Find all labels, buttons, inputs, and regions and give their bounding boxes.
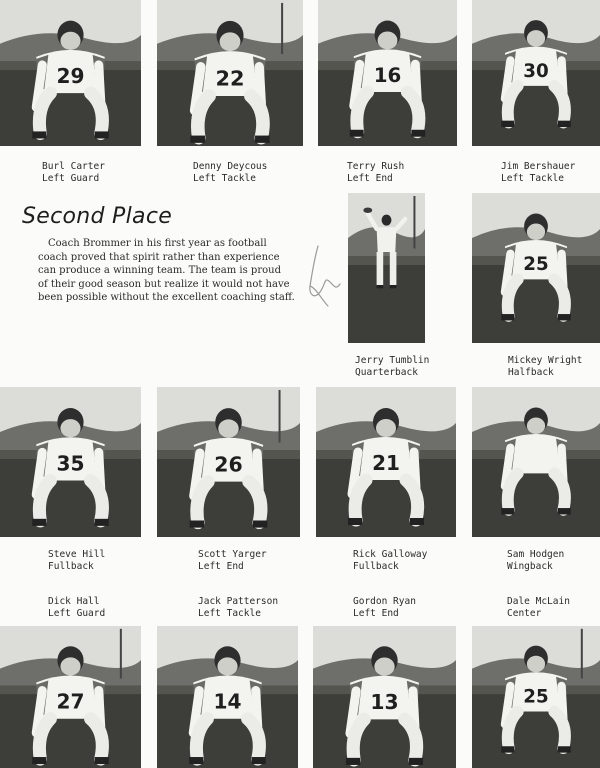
player-photo-mickey-wright — [472, 193, 600, 343]
handwritten-signature — [300, 240, 350, 312]
player-position: Center — [507, 608, 542, 619]
svg-text:29: 29 — [56, 64, 85, 89]
player-name: Mickey Wright — [508, 355, 583, 366]
svg-text:26: 26 — [214, 452, 243, 477]
svg-text:21: 21 — [372, 451, 400, 475]
photo-image — [316, 387, 456, 537]
caption-jerry-tumblin — [355, 355, 429, 379]
paragraph-line: been possible without the excellent coaching staff. — [38, 292, 295, 303]
photo-image — [0, 387, 141, 537]
photo-image — [157, 0, 303, 146]
caption-scott-yarger — [198, 549, 267, 573]
player-name: Sam Hodgen — [507, 549, 565, 560]
player-photo-jack-patterson — [157, 626, 298, 768]
svg-text:25: 25 — [523, 686, 549, 708]
player-position: Wingback — [507, 561, 553, 572]
photo-image — [0, 626, 141, 768]
player-photo-sam-hodgen — [472, 387, 600, 537]
player-name: Steve Hill — [48, 549, 106, 560]
player-position: Quarterback — [355, 367, 418, 378]
player-position: Left Tackle — [193, 173, 256, 184]
player-photo-steve-hill — [0, 387, 141, 537]
caption-steve-hill — [48, 549, 105, 573]
photo-image — [472, 0, 600, 146]
svg-text:35: 35 — [56, 451, 85, 476]
svg-text:16: 16 — [373, 64, 402, 88]
player-name: Terry Rush — [347, 161, 405, 172]
player-name: Dick Hall — [48, 596, 100, 607]
caption-dale-mclain — [507, 596, 570, 620]
caption-jim-bershauer — [501, 161, 575, 185]
caption-terry-rush — [347, 161, 404, 185]
player-name: Dale McLain — [507, 596, 570, 607]
player-photo-burl-carter — [0, 0, 141, 146]
caption-burl-carter — [42, 161, 105, 185]
player-photo-gordon-ryan — [313, 626, 456, 768]
player-photo-dale-mclain — [472, 626, 600, 768]
photo-image — [472, 387, 600, 537]
player-name: Gordon Ryan — [353, 596, 416, 607]
photo-image — [313, 626, 456, 768]
player-position: Halfback — [508, 367, 554, 378]
player-photo-jim-bershauer — [472, 0, 600, 146]
player-photo-dick-hall — [0, 626, 141, 768]
photo-image — [348, 193, 425, 343]
paragraph-line: can produce a winning team. The team is proud — [38, 265, 281, 276]
section-paragraph — [38, 237, 295, 305]
caption-denny-deycous — [193, 161, 267, 185]
caption-jack-patterson — [198, 596, 278, 620]
photo-image — [318, 0, 457, 146]
player-photo-scott-yarger — [157, 387, 300, 537]
player-position: Left End — [353, 608, 399, 619]
player-photo-terry-rush — [318, 0, 457, 146]
player-position: Left Guard — [42, 173, 100, 184]
player-name: Denny Deycous — [193, 161, 268, 172]
paragraph-line: of their good season but realize it would not have — [38, 278, 290, 290]
paragraph-line: coach proved that spirit rather than experience — [38, 251, 280, 263]
svg-text:27: 27 — [56, 689, 85, 714]
svg-text:14: 14 — [213, 689, 242, 714]
player-photo-jerry-tumblin — [348, 193, 425, 343]
player-name: Jerry Tumblin — [355, 355, 430, 366]
caption-gordon-ryan — [353, 596, 416, 620]
svg-text:22: 22 — [215, 66, 245, 91]
player-name: Jim Bershauer — [501, 161, 576, 172]
player-position: Left Guard — [48, 608, 106, 619]
caption-dick-hall — [48, 596, 105, 620]
player-position: Left End — [198, 561, 244, 572]
photo-image — [157, 626, 298, 768]
player-photo-rick-galloway — [316, 387, 456, 537]
caption-mickey-wright — [508, 355, 582, 379]
photo-image — [0, 0, 141, 146]
svg-text:13: 13 — [370, 690, 399, 715]
player-name: Scott Yarger — [198, 549, 267, 560]
player-photo-denny-deycous — [157, 0, 303, 146]
caption-rick-galloway — [353, 549, 427, 573]
player-name: Burl Carter — [42, 161, 105, 172]
svg-text:30: 30 — [523, 60, 549, 82]
svg-text:25: 25 — [523, 254, 549, 276]
photo-image — [472, 626, 600, 768]
photo-image — [472, 193, 600, 343]
section-title: Second Place — [22, 204, 173, 229]
player-name: Rick Galloway — [353, 549, 428, 560]
player-position: Left Tackle — [198, 608, 261, 619]
player-name: Jack Patterson — [198, 596, 279, 607]
paragraph-line: Coach Brommer in his first year as football — [48, 238, 267, 249]
photo-image — [157, 387, 300, 537]
caption-sam-hodgen — [507, 549, 564, 573]
player-position: Left End — [347, 173, 393, 184]
player-position: Fullback — [48, 561, 94, 572]
player-position: Fullback — [353, 561, 399, 572]
player-position: Left Tackle — [501, 173, 564, 184]
